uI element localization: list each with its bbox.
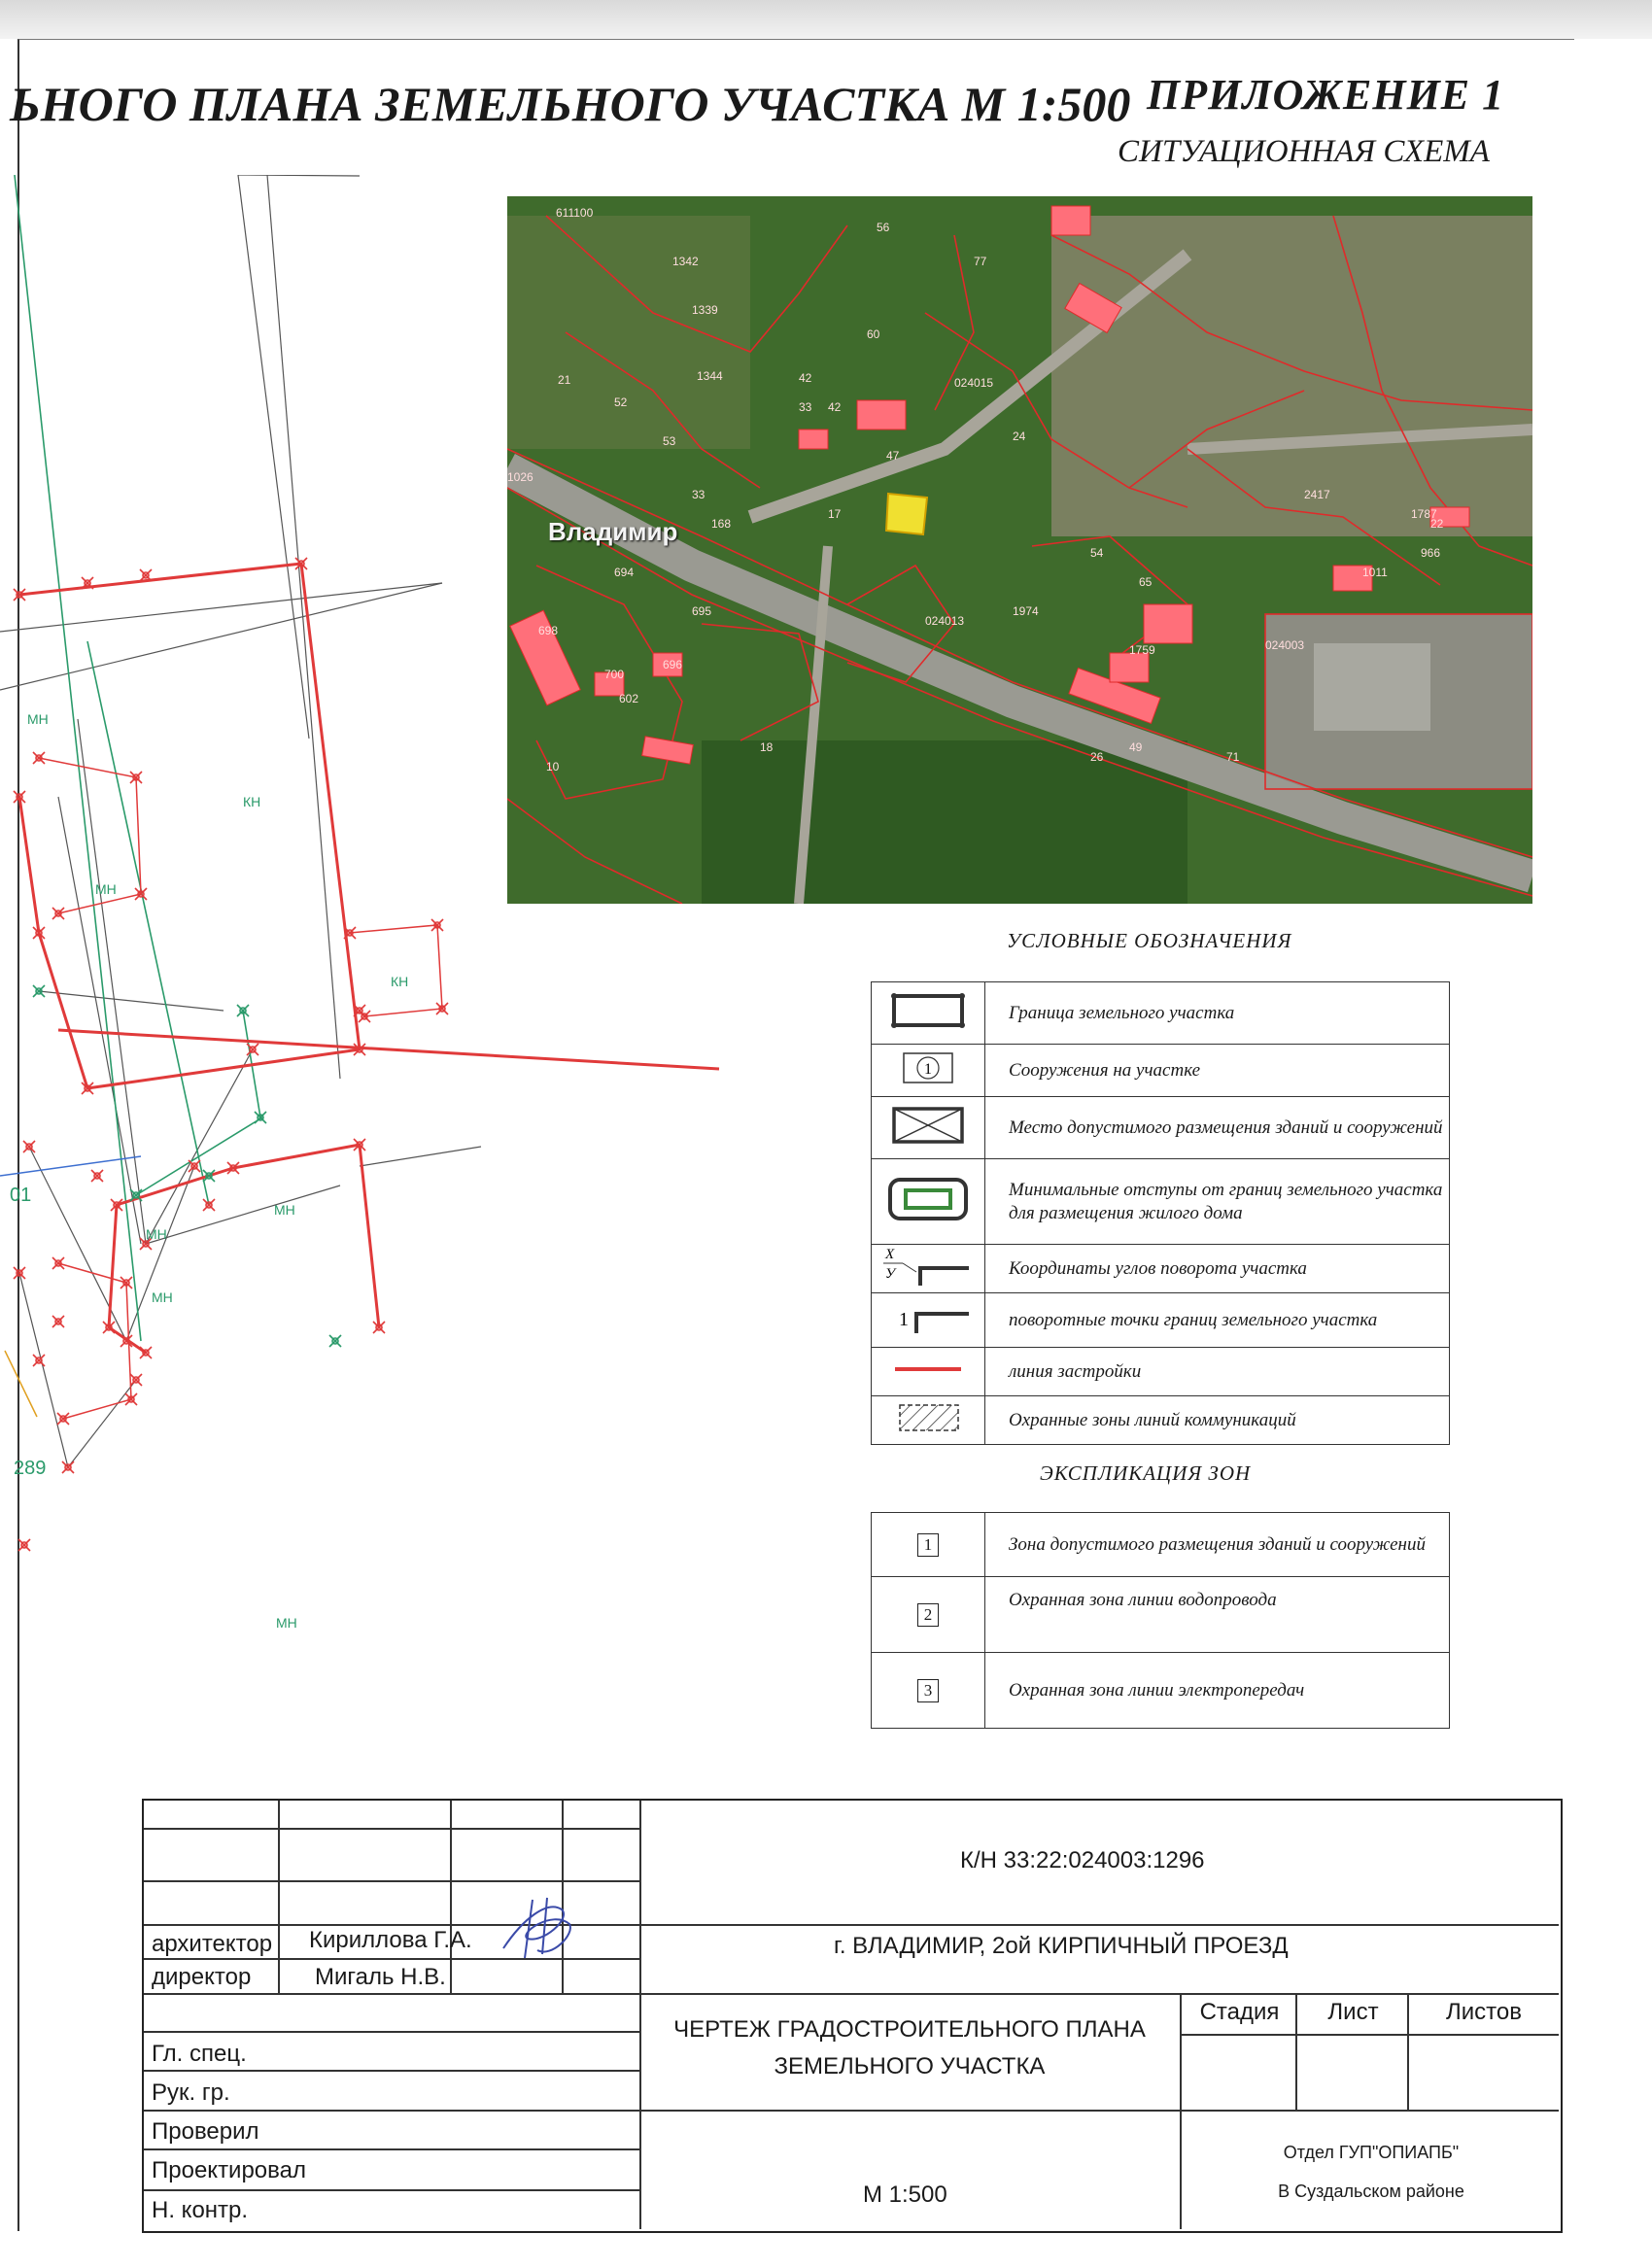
scan-top-band (0, 0, 1652, 39)
signer-name: Кириллова Г.А. (309, 1927, 472, 1953)
page-title: ЬНОГО ПЛАНА ЗЕМЕЛЬНОГО УЧАСТКА М 1:500 (10, 77, 1131, 131)
zone-label: МН (95, 881, 117, 897)
aerial-parcel-label: 33 (799, 400, 812, 414)
aerial-parcel-label: 71 (1226, 750, 1240, 764)
aerial-parcel-label: 168 (711, 517, 732, 531)
zone-label: МН (27, 711, 49, 727)
legend-label: линия застройки (985, 1348, 1450, 1396)
zone-row (872, 1653, 1450, 1729)
appendix-subtitle: СИТУАЦИОННАЯ СХЕМА (1118, 134, 1490, 169)
zones-title: ЭКСПЛИКАЦИЯ ЗОН (1040, 1461, 1252, 1485)
appendix-title: ПРИЛОЖЕНИЕ 1 (1147, 71, 1505, 119)
zone-label: КН (243, 794, 261, 809)
drawing-scale: М 1:500 (863, 2182, 947, 2208)
aerial-parcel-label: 700 (604, 668, 625, 681)
point-label: 01 (10, 1185, 32, 1206)
building-line-icon (881, 1359, 975, 1379)
zone-label: КН (391, 974, 409, 989)
zone-symbol (872, 1577, 985, 1653)
sheet-label: Лист (1327, 1999, 1379, 2025)
zone-label: МН (146, 1226, 167, 1242)
zone-label: Охранная зона линии электропередач (985, 1653, 1450, 1729)
drawing-title-line2: ЗЕМЕЛЬНОГО УЧАСТКА (774, 2053, 1046, 2079)
zone-symbol (872, 1513, 985, 1577)
legend-symbol (872, 1396, 985, 1445)
boundary-point-marker (130, 1374, 142, 1386)
boundary-point-marker (57, 1413, 69, 1425)
legend-row (872, 982, 1450, 1045)
aerial-parcel-label: 1026 (507, 470, 533, 484)
architect-signature (494, 1890, 581, 1968)
aerial-parcel-label: 966 (1421, 546, 1441, 560)
drawing-title-line1: ЧЕРТЕЖ ГРАДОСТРОИТЕЛЬНОГО ПЛАНА (673, 2016, 1146, 2043)
aerial-parcel-label: 024003 (1265, 638, 1305, 652)
boundary-point-marker (52, 1257, 64, 1269)
aerial-parcel-label: 21 (558, 373, 571, 387)
legend-symbol (872, 1293, 985, 1348)
boundary-point-marker (140, 1347, 152, 1358)
legend-row (872, 1097, 1450, 1159)
org-name: Отдел ГУП"ОПИАПБ" (1283, 2143, 1460, 2162)
aerial-parcel-label: 024015 (954, 376, 994, 390)
coordinate-x-symbol: X (885, 1247, 895, 1262)
aerial-photo (507, 196, 1532, 904)
turning-point-symbol: 1 (899, 1309, 909, 1330)
coordinate-y-symbol: У (885, 1266, 896, 1282)
role-label: Рук. гр. (152, 2079, 230, 2106)
aerial-parcel-label: 53 (663, 434, 676, 448)
aerial-parcel-label: 2417 (1304, 488, 1330, 501)
boundary-point-marker (203, 1199, 215, 1211)
cadastral-number: К/Н 33:22:024003:1296 (960, 1847, 1205, 1873)
aerial-parcel-label: 10 (546, 760, 560, 773)
signer-name: Мигаль Н.В. (315, 1964, 446, 1990)
aerial-parcel-label: 22 (1430, 517, 1444, 531)
role-label: архитектор (152, 1931, 273, 1957)
aerial-parcel-label: 602 (619, 692, 639, 705)
aerial-parcel-label: 696 (663, 658, 683, 671)
aerial-parcel-label: 1787 (1411, 507, 1437, 521)
zone-symbol (872, 1653, 985, 1729)
aerial-parcel-label: 56 (877, 221, 890, 234)
legend-symbol (872, 1348, 985, 1396)
legend-label: Место допустимого размещения зданий и сооружений (985, 1097, 1450, 1159)
boundary-point-marker (23, 1141, 35, 1152)
boundary-point-marker (14, 1267, 25, 1279)
aerial-parcel-label: 42 (799, 371, 812, 385)
object-address: г. ВЛАДИМИР, 2ой КИРПИЧНЫЙ ПРОЕЗД (834, 1933, 1289, 1959)
boundary-point-marker (33, 752, 45, 764)
aerial-parcel-label: 1759 (1129, 643, 1155, 657)
org-district: В Суздальском районе (1278, 2182, 1464, 2201)
legend-symbol (872, 982, 985, 1045)
legend-label: Граница земельного участка (985, 982, 1450, 1045)
corner-coordinates-icon (881, 1245, 975, 1288)
boundary-point-marker (18, 1539, 30, 1551)
legend-label: поворотные точки границ земельного участка (985, 1293, 1450, 1348)
zone-label: Зона допустимого размещения зданий и сооружений (985, 1513, 1450, 1577)
aerial-parcel-label: 1974 (1013, 604, 1039, 618)
title-block (142, 1799, 1563, 2233)
zone-label: Охранная зона линии водопровода (985, 1577, 1450, 1653)
legend-symbol (872, 1159, 985, 1245)
legend-label: Охранные зоны линий коммуникаций (985, 1396, 1450, 1445)
aerial-parcel-label: 26 (1090, 750, 1104, 764)
legend-table (871, 981, 1450, 1445)
boundary-point-marker (91, 1170, 103, 1182)
zone-number: 3 (917, 1679, 939, 1702)
aerial-parcel-label: 65 (1139, 575, 1153, 589)
sheets-label: Листов (1446, 1999, 1522, 2025)
legend-row (872, 1293, 1450, 1348)
setback-boundary-icon (884, 1175, 972, 1223)
point-label: 289 (14, 1458, 47, 1479)
boundary-point-marker (62, 1461, 74, 1473)
parcel-boundary-icon (886, 990, 970, 1031)
turning-point-icon (881, 1298, 975, 1337)
aerial-parcel-label: 1339 (692, 303, 718, 317)
target-parcel (886, 494, 927, 534)
role-label: Проверил (152, 2118, 259, 2145)
aerial-parcel-label: 18 (760, 740, 774, 754)
utility-zone-hatch-icon (886, 1401, 970, 1434)
zone-row (872, 1577, 1450, 1653)
aerial-parcel-label: 1011 (1362, 566, 1388, 579)
boundary-point-marker (52, 908, 64, 919)
aerial-parcel-label: 42 (828, 400, 842, 414)
aerial-parcel-label: 33 (692, 488, 706, 501)
aerial-parcel-label: 49 (1129, 740, 1143, 754)
aerial-parcel-label: 17 (828, 507, 842, 521)
legend-label: Минимальные отступы от границ земельного участка для размещения жилого дома (985, 1159, 1450, 1245)
legend-label: Сооружения на участке (985, 1045, 1450, 1097)
zones-table (871, 1512, 1450, 1729)
structure-number-icon (886, 1050, 970, 1085)
aerial-parcel-label: 52 (614, 395, 628, 409)
legend-row (872, 1245, 1450, 1293)
boundary-point-marker (329, 1335, 341, 1347)
aerial-parcel-label: 024013 (925, 614, 965, 628)
role-label: директор (152, 1964, 252, 1990)
aerial-parcel-label: 24 (1013, 430, 1026, 443)
role-label: Проектировал (152, 2157, 306, 2183)
role-label: Гл. спец. (152, 2041, 247, 2067)
aerial-parcel-label: 694 (614, 566, 635, 579)
legend-title: УСЛОВНЫЕ ОБОЗНАЧЕНИЯ (1007, 929, 1292, 952)
zone-row (872, 1513, 1450, 1577)
legend-row (872, 1045, 1450, 1097)
aerial-situation-map (507, 196, 1532, 904)
role-label: Н. контр. (152, 2197, 249, 2223)
aerial-parcel-label: 1342 (672, 255, 699, 268)
boundary-point-marker (189, 1160, 200, 1172)
stage-label: Стадия (1199, 1999, 1280, 2025)
aerial-parcel-label: 47 (886, 449, 900, 463)
legend-symbol (872, 1097, 985, 1159)
aerial-parcel-label: 695 (692, 604, 712, 618)
building-placement-icon (886, 1104, 970, 1147)
legend-symbol (872, 1045, 985, 1097)
aerial-parcel-label: 1344 (697, 369, 723, 383)
zone-number: 2 (917, 1603, 939, 1627)
boundary-point-marker (52, 1316, 64, 1327)
boundary-point-marker (33, 1355, 45, 1366)
aerial-city-label: Владимир (548, 517, 678, 546)
aerial-parcel-label: 77 (974, 255, 987, 268)
zone-label: МН (274, 1202, 295, 1218)
legend-label: Координаты углов поворота участка (985, 1245, 1450, 1293)
aerial-parcel-label: 611100 (556, 206, 594, 220)
legend-row (872, 1348, 1450, 1396)
legend-row (872, 1396, 1450, 1445)
aerial-parcel-label: 60 (867, 327, 880, 341)
aerial-parcel-label: 698 (538, 624, 559, 637)
structure-number-symbol: 1 (924, 1061, 932, 1078)
aerial-parcel-label: 54 (1090, 546, 1104, 560)
zone-number: 1 (917, 1533, 939, 1557)
legend-symbol (872, 1245, 985, 1293)
zone-label: МН (276, 1615, 297, 1631)
zone-label: МН (152, 1289, 173, 1305)
legend-row (872, 1159, 1450, 1245)
